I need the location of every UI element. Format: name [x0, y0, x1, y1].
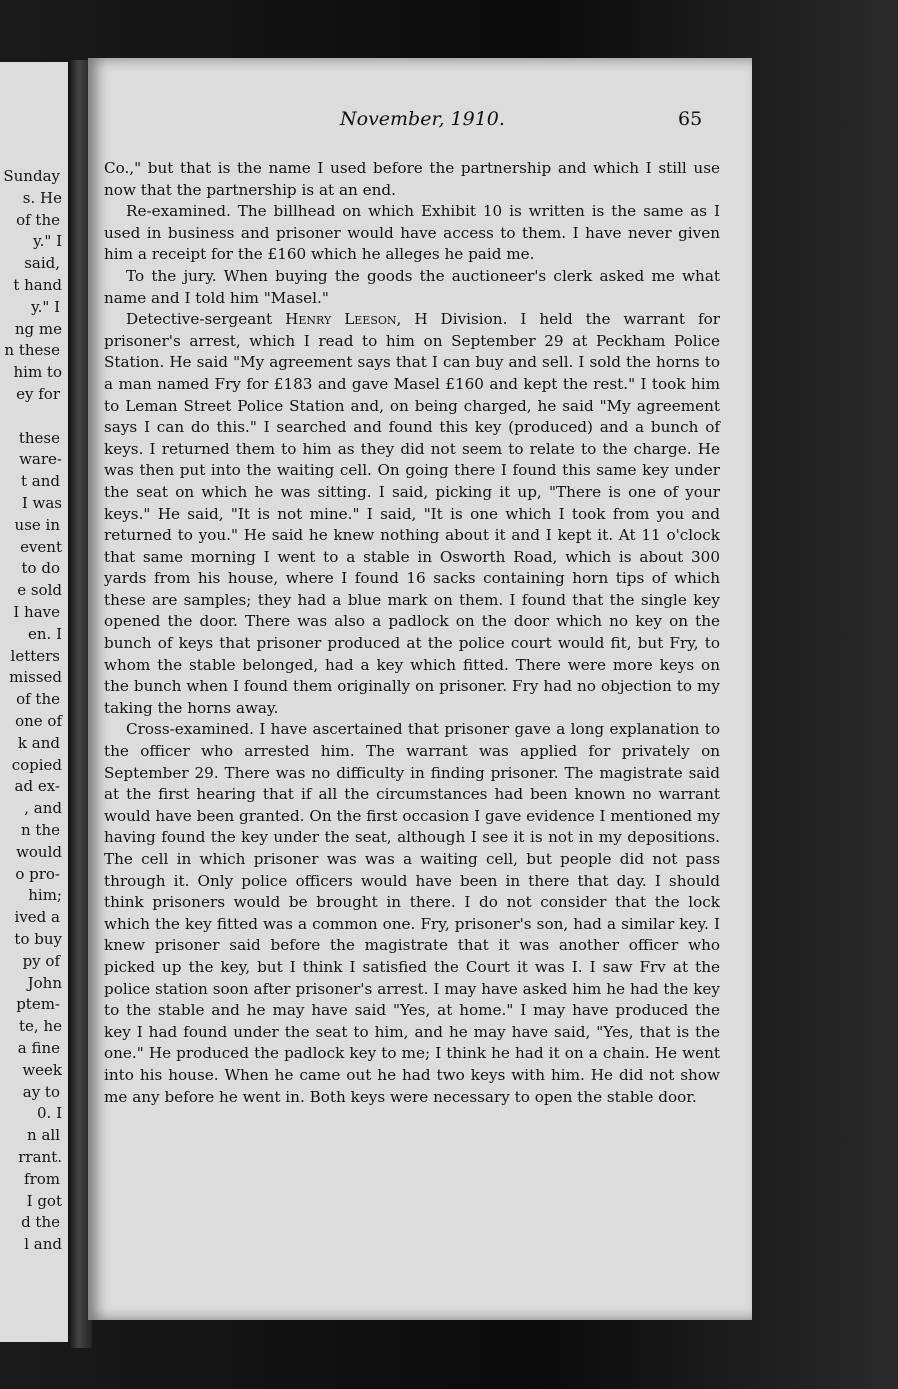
facing-page-fragment: , and — [24, 799, 62, 818]
paragraph-to-the-jury: To the jury. When buying the goods the auctioneer's clerk asked me what name and I told him "Masel." — [104, 266, 720, 307]
facing-page-fragment: n all — [27, 1126, 60, 1145]
facing-page-fragment: ng me — [14, 319, 62, 338]
facing-page-fragment: said, — [24, 254, 60, 273]
facing-page-fragment: to buy — [14, 930, 62, 948]
facing-page-fragment: I got — [26, 1191, 62, 1210]
testimony-text: , H Division. I held the warrant for prisoner's arrest, which I read to him on September 29 at Peckham Police Station. He said "My agreement says that I can buy and sell. I sold the horns to a man named Fry for £183 and gave Masel £160 and kept the rest." I took him to Leman Street Police Station and, on being charged, he said "My agreement says I can do this." I searched and found this key (produced) and a bunch of keys. I returned them to him as they did not seem to relate to the charge. He was then put into the waiting cell. On going there I found this same key under the seat on which he was sitting. I said, picking it up, "There is one of your keys." He said, "It is not mine." I said, "It is one which I took from you and returned to you." He said he knew nothing about it and I kept it. At 11 o'clock that same morning I went to a stable in Osworth Road, which is about 300 yards from his house, where I found 16 sacks containing horn tips of which these are samples; they had a blue mark on them. I found that the single key opened the door. There was also a padlock on the door which no key on the bunch of keys that prisoner produced at the police court would fit, but Fry, to whom the stable belonged, had a key which fitted. There were more keys on the bunch when I found them originally on prisoner. Fry had no objection to my taking the horns away. — [104, 310, 720, 717]
paragraph-cross-examined: Cross-examined. I have ascertained that prisoner gave a long explanation to the officer who arrested him. The warrant was applied for privately on September 29. There was no difficulty in finding prisoner. The magistrate said at the first hearing that if all the circumstances had been known no warrant would have been granted. On the first occasion I gave evidence I mentioned my having found the key under the seat, although I see it is not in my depositions. The cell in which prisoner was was a waiting cell, but people did not pass through it. Only police officers would have been in there that day. I should think prisoners would be brought in there. I do not consider that the lock which the key fitted was a common one. Fry, prisoner's son, had a similar key. I knew prisoner said before the magistrate that it was another officer who picked up the key, but I think I satisfied the Court it was I. I saw Frv at the police station soon after prisoner's arrest. I may have asked him he had the key to the stable and he may have said "Yes, at home." I may have produced the key I had found under the seat to him, and he may have said, "Yes, that is the one." He produced the padlock key to me; I think he had it on a chain. He went into his house. When he came out he had two keys with him. He did not show me any before he went in. Both keys were necessary to open the stable door. — [104, 720, 720, 1106]
facing-page-fragment: y." I — [31, 297, 60, 316]
facing-page-fragment: of the — [16, 690, 60, 709]
facing-page-fragment: missed — [9, 668, 62, 687]
facing-page-fragment: John — [27, 973, 62, 992]
facing-page-fragment: event — [20, 537, 62, 556]
facing-page-fragment: ived a — [14, 908, 60, 927]
page-number: 65 — [678, 108, 703, 130]
facing-page-fragment: ay to — [22, 1082, 60, 1101]
facing-page-fragment: t and — [20, 472, 60, 491]
facing-page-fragment: use in — [14, 515, 60, 534]
facing-page-fragment: s. He — [22, 188, 62, 207]
facing-page-fragment: letters — [10, 646, 60, 665]
facing-page-fragment: I was — [21, 494, 62, 512]
facing-page-fragment: t hand — [13, 276, 62, 294]
paragraph-continuation: Co.," but that is the name I used before the partnership and which I still use now that the partnership is at an end. — [104, 159, 720, 199]
facing-page-fragment: en. I — [28, 624, 62, 643]
facing-page-fragment: 0. I — [36, 1104, 62, 1123]
facing-page-fragment: l and — [24, 1235, 62, 1254]
facing-page-fragment: would — [16, 842, 62, 861]
facing-page-fragment: e sold — [17, 581, 62, 600]
facing-page-fragment: copied — [11, 755, 62, 774]
facing-page-fragment: py of — [22, 951, 60, 970]
page — [88, 58, 752, 1320]
facing-page-fragment: him; — [28, 886, 62, 905]
facing-page-fragment: d the — [21, 1213, 60, 1232]
paragraph-leeson-testimony — [104, 309, 720, 719]
facing-page-edge — [0, 62, 68, 1342]
body-text — [104, 158, 720, 1108]
facing-page-fragment: ey for — [16, 385, 60, 403]
facing-page-fragment: from — [24, 1169, 60, 1188]
facing-page-fragment: these — [18, 428, 60, 447]
facing-page-fragment: of the — [16, 210, 60, 229]
facing-page-fragment: ptem- — [16, 995, 60, 1014]
running-title: November, 1910. — [340, 108, 505, 130]
facing-page-fragment: to do — [21, 559, 60, 578]
running-header — [88, 108, 752, 136]
facing-page-fragment: y." I — [33, 232, 62, 251]
facing-page-fragment: a fine — [17, 1039, 60, 1057]
facing-page-fragment: rrant. — [18, 1148, 62, 1166]
paragraph-re-examined: Re-examined. The billhead on which Exhibit 10 is written is the same as I used in business and prisoner would have access to them. I have never given him a receipt for the £160 which he alleges he paid me. — [104, 202, 720, 264]
facing-page-fragment: te, he — [19, 1017, 62, 1036]
facing-page-fragment: k and — [17, 733, 60, 752]
facing-page-fragment: ad ex- — [14, 777, 60, 796]
witness-rank: Detective-sergeant — [126, 310, 273, 329]
facing-page-fragment: n these — [4, 341, 60, 360]
facing-page-fragment: ware- — [19, 450, 62, 469]
facing-page-fragment: one of — [15, 712, 62, 730]
facing-page-fragment: o pro- — [15, 864, 60, 883]
facing-page-fragment: Sunday — [3, 167, 60, 185]
witness-name: Henry Leeson — [285, 310, 397, 329]
facing-page-fragment: n the — [21, 821, 60, 839]
facing-page-fragment: him to — [13, 363, 62, 382]
facing-page-fragment: week — [22, 1060, 62, 1079]
facing-page-fragment: I have — [13, 603, 60, 621]
